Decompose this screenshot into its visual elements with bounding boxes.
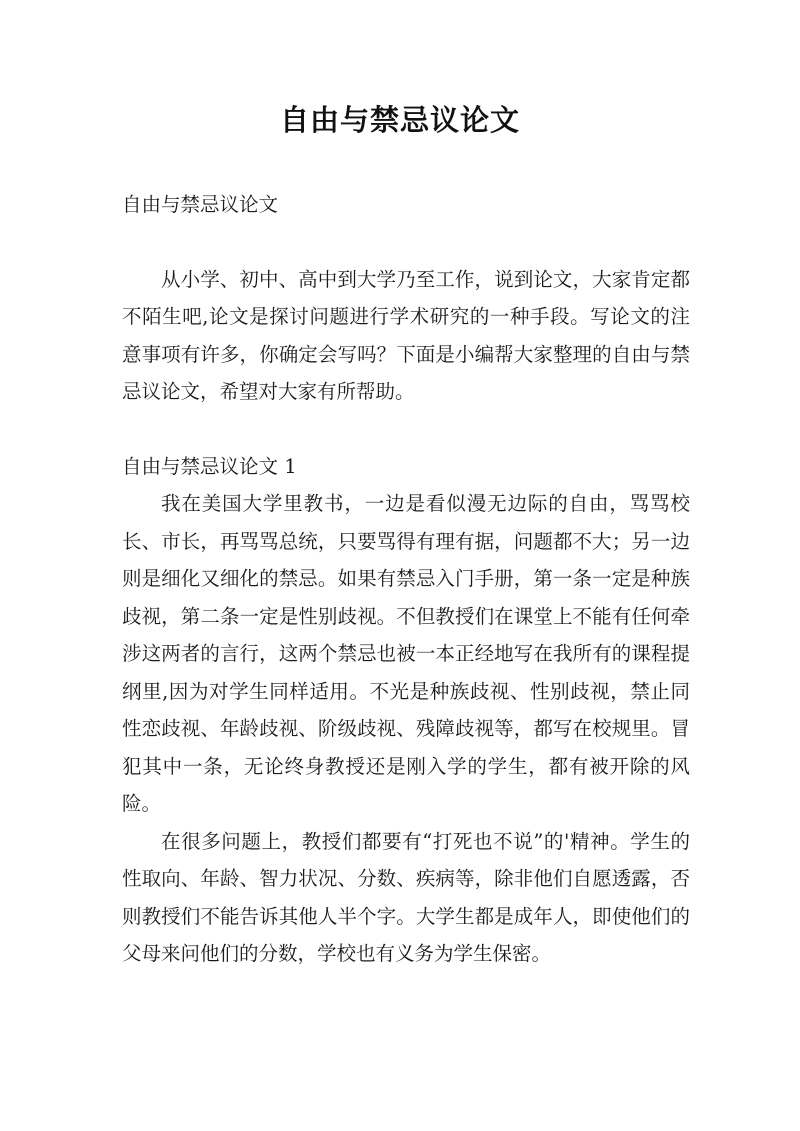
document-subtitle: 自由与禁忌议论文 [122, 193, 279, 216]
body-paragraph: 我在美国大学里教书，一边是看似漫无边际的自由，骂骂校长、市长，再骂骂总统，只要骂得有理有据，问题都不大；另一边则是细化又细化的禁忌。如果有禁忌入门手册，第一条一定是种族歧视，第二条一定是性别歧视。不但教授们在课堂上不能有任何牵涉这两者的言行，这两个禁忌也被一本正经地写在我所有的课程提纲里,因为对学生同样适用。不光是种族歧视、性别歧视，禁止同性恋歧视、年龄歧视、阶级歧视、残障歧视等，都写在校规里。冒犯其中一条，无论终身教授还是刚入学的学生，都有被开除的风险。 [122, 492, 690, 815]
body-paragraph: 在很多问题上，教授们都要有“打死也不说”的'精神。学生的性取向、年龄、智力状况、分数、疾病等，除非他们自愿透露，否则教授们不能告诉其他人半个字。大学生都是成年人，即使他们的父母来问他们的分数，学校也有义务为学生保密。 [122, 829, 690, 965]
document-title: 自由与禁忌议论文 [279, 103, 520, 137]
intro-paragraph: 从小学、初中、高中到大学乃至工作，说到论文，大家肯定都不陌生吧,论文是探讨问题进行学术研究的一种手段。写论文的注意事项有许多，你确定会写吗？下面是小编帮大家整理的自由与禁忌议论文，希望对大家有所帮助。 [122, 267, 690, 403]
section-heading: 自由与禁忌议论文 1 [122, 454, 297, 478]
document-body [122, 186, 690, 973]
